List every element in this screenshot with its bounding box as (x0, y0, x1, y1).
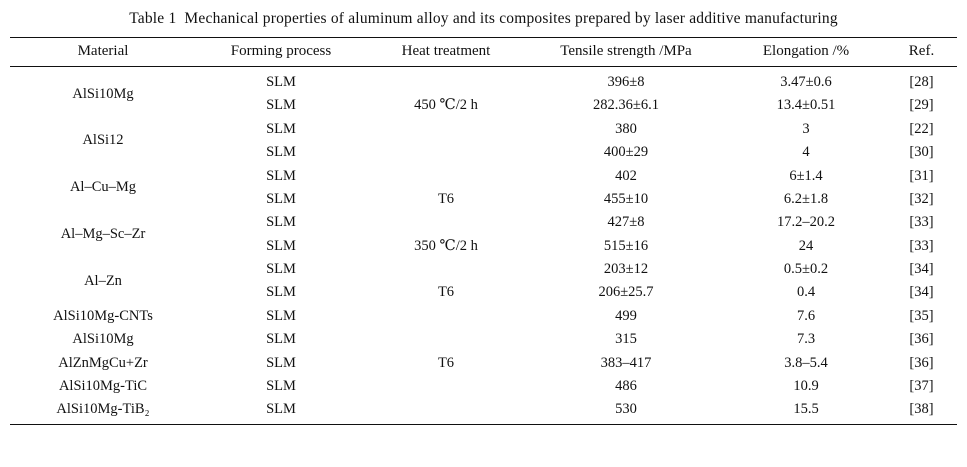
cell-heat-treatment: T6 (437, 354, 455, 371)
cell-ref: [28] (909, 74, 934, 90)
cell-forming-process: SLM (266, 354, 296, 371)
cell-material: AlSi10Mg-CNTs (53, 307, 153, 324)
table-row (10, 67, 957, 95)
cell-tensile-strength: 396±8 (607, 74, 645, 90)
column-header-forming-process: Forming process (196, 38, 366, 67)
cell-heat-treatment (366, 118, 526, 141)
cell-heat-treatment (366, 67, 526, 95)
cell-ref: [34] (909, 261, 934, 277)
cell-material: AlSi10Mg (72, 331, 134, 348)
cell-tensile-strength: 282.36±6.1 (593, 97, 659, 114)
cell-tensile-strength: 400±29 (603, 144, 649, 161)
table-header-row (10, 38, 957, 67)
cell-forming-process: SLM (266, 144, 296, 161)
cell-elongation: 7.6 (796, 307, 816, 324)
cell-elongation: 17.2–20.2 (777, 214, 835, 231)
cell-elongation: 3 (802, 120, 810, 137)
cell-heat-treatment (366, 211, 526, 234)
table-row (10, 211, 957, 234)
cell-elongation: 6±1.4 (789, 167, 823, 184)
cell-tensile-strength: 455±10 (603, 190, 649, 207)
cell-tensile-strength: 380 (615, 120, 637, 137)
cell-ref: [29] (909, 97, 934, 114)
table-caption-text: Mechanical properties of aluminum alloy and its composites prepared by laser additive manufacturing (184, 10, 838, 27)
cell-elongation: 13.4±0.51 (776, 97, 836, 114)
cell-ref: [33] (909, 237, 934, 254)
cell-forming-process: SLM (266, 307, 296, 324)
cell-ref: [38] (909, 401, 934, 418)
cell-elongation: 0.5±0.2 (783, 261, 829, 277)
cell-tensile-strength: 206±25.7 (598, 284, 654, 301)
cell-heat-treatment (366, 164, 526, 187)
cell-material: AlSi10Mg-TiB₂ (56, 401, 150, 418)
cell-forming-process: SLM (266, 214, 296, 231)
cell-forming-process: SLM (266, 190, 296, 207)
table-row (10, 305, 957, 328)
table-row (10, 351, 957, 374)
cell-tensile-strength: 315 (615, 331, 637, 348)
mechanical-properties-table (10, 37, 957, 424)
table-body (10, 67, 957, 425)
cell-forming-process: SLM (266, 377, 296, 394)
column-header-material: Material (10, 38, 196, 67)
column-header-heat-treatment: Heat treatment (366, 38, 526, 67)
cell-forming-process: SLM (266, 237, 296, 254)
cell-ref: [33] (909, 214, 934, 231)
cell-ref: [36] (909, 354, 934, 371)
table-caption (10, 10, 957, 28)
cell-ref: [36] (909, 331, 934, 348)
cell-elongation: 0.4 (796, 284, 816, 301)
cell-ref: [22] (909, 120, 934, 137)
cell-forming-process: SLM (266, 167, 296, 184)
cell-ref: [37] (909, 377, 934, 394)
cell-material: AlSi10Mg-TiC (58, 377, 148, 394)
cell-elongation: 3.8–5.4 (784, 354, 828, 371)
cell-ref: [30] (909, 144, 934, 161)
cell-forming-process: SLM (266, 284, 296, 301)
cell-forming-process: SLM (266, 120, 296, 137)
cell-heat-treatment (366, 328, 526, 351)
cell-elongation: 15.5 (793, 401, 819, 418)
cell-tensile-strength: 499 (615, 307, 637, 324)
table-header (10, 38, 957, 67)
cell-tensile-strength: 383–417 (600, 354, 652, 371)
cell-heat-treatment: T6 (437, 190, 455, 207)
cell-tensile-strength: 427±8 (607, 214, 645, 231)
cell-elongation: 24 (798, 237, 814, 254)
table-row (10, 328, 957, 351)
cell-elongation: 7.3 (796, 331, 816, 348)
cell-forming-process: SLM (266, 97, 296, 114)
table-row (10, 118, 957, 141)
cell-tensile-strength: 515±16 (603, 237, 649, 254)
cell-heat-treatment (366, 398, 526, 424)
cell-material: Al–Cu–Mg (69, 179, 137, 196)
table-row (10, 164, 957, 187)
column-header-ref: Ref. (886, 38, 957, 67)
cell-material: AlZnMgCu+Zr (58, 354, 148, 371)
table-row (10, 398, 957, 424)
cell-forming-process: SLM (266, 401, 296, 418)
cell-heat-treatment (366, 141, 526, 164)
table-row (10, 258, 957, 281)
cell-ref: [31] (909, 167, 934, 184)
cell-elongation: 6.2±1.8 (783, 190, 829, 207)
cell-material: Al–Zn (84, 272, 122, 289)
cell-ref: [35] (909, 307, 934, 324)
cell-elongation: 4 (802, 144, 810, 161)
column-header-tensile-strength: Tensile strength /MPa (526, 38, 726, 67)
cell-heat-treatment: 450 ℃/2 h (414, 97, 478, 114)
cell-heat-treatment (366, 375, 526, 398)
cell-elongation: 10.9 (793, 377, 819, 394)
table-caption-label: Table 1 (129, 10, 177, 27)
cell-forming-process: SLM (266, 74, 296, 90)
cell-heat-treatment: T6 (437, 284, 455, 301)
cell-tensile-strength: 486 (615, 377, 637, 394)
cell-elongation: 3.47±0.6 (780, 74, 832, 90)
cell-heat-treatment: 350 ℃/2 h (414, 237, 478, 254)
cell-tensile-strength: 530 (615, 401, 637, 418)
cell-forming-process: SLM (266, 261, 296, 277)
cell-ref: [34] (909, 284, 934, 301)
cell-material: Al–Mg–Sc–Zr (60, 225, 146, 242)
cell-heat-treatment (366, 305, 526, 328)
cell-material: AlSi10Mg (72, 85, 134, 102)
column-header-elongation: Elongation /% (726, 38, 886, 67)
cell-tensile-strength: 402 (615, 167, 637, 184)
table-row (10, 375, 957, 398)
cell-material: AlSi12 (82, 132, 124, 149)
table-bottom-rule (10, 424, 957, 425)
cell-forming-process: SLM (266, 331, 296, 348)
cell-heat-treatment (366, 258, 526, 281)
cell-ref: [32] (909, 190, 934, 207)
cell-tensile-strength: 203±12 (603, 261, 649, 277)
